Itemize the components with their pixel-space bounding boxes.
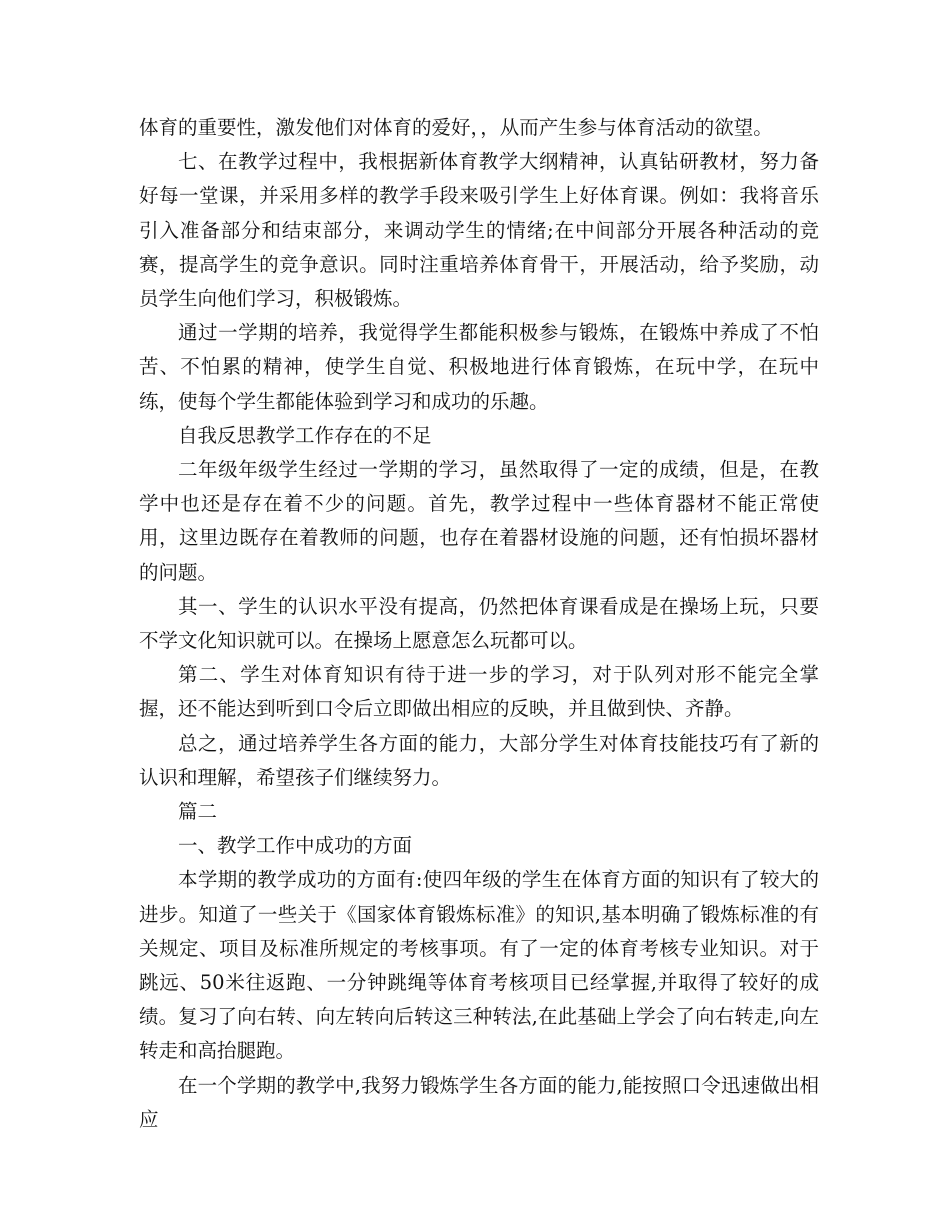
- paragraph-grade-two-problems: 二年级年级学生经过一学期的学习，虽然取得了一定的成绩，但是，在教学中也还是存在着不少的问题。首先，教学过程中一些体育器材不能正常使用，这里边既存在着教师的问题，也存在着器材设施的问题，还有怕损坏器材的问题。: [139, 458, 819, 584]
- heading-part-two: 篇二: [178, 800, 218, 824]
- paragraph-first-issue: 其一、学生的认识水平没有提高，仍然把体育课看成是在操场上玩，只要不学文化知识就可以。在操场上愿意怎么玩都可以。: [139, 594, 819, 653]
- paragraph-ability-training: 在一个学期的教学中,我努力锻炼学生各方面的能力,能按照口令迅速做出相应: [139, 1073, 819, 1131]
- document-body: [139, 111, 819, 1137]
- paragraph-section-seven: 七、在教学过程中，我根据新体育教学大纲精神，认真钻研教材，努力备好每一堂课，并采用多样的教学手段来吸引学生上好体育课。例如：我将音乐引入准备部分和结束部分，来调动学生的情绪;在中间部分开展各种活动的竞赛，提高学生的竞争意识。同时注重培养体育骨干，开展活动，给予奖励，动员学生向他们学习，积极锻炼。: [139, 150, 819, 311]
- paragraph-continuation: 体育的重要性，激发他们对体育的爱好，，从而产生参与体育活动的欲望。: [139, 116, 773, 139]
- heading-shortcomings: 自我反思教学工作存在的不足: [178, 423, 432, 447]
- paragraph-training-results: 通过一学期的培养，我觉得学生都能积极参与锻炼，在锻炼中养成了不怕苦、不怕累的精神，使学生自觉、积极地进行体育锻炼，在玩中学，在玩中练，使每个学生都能体验到学习和成功的乐趣。: [139, 321, 819, 413]
- paragraph-conclusion: 总之，通过培养学生各方面的能力，大部分学生对体育技能技巧有了新的认识和理解，希望孩子们继续努力。: [139, 731, 819, 789]
- paragraph-second-issue: 第二、学生对体育知识有待于进一步的学习，对于队列对形不能完全掌握，还不能达到听到口令后立即做出相应的反映，并且做到快、齐静。: [139, 663, 819, 721]
- heading-success-aspects: 一、教学工作中成功的方面: [178, 834, 413, 858]
- paragraph-semester-success: 本学期的教学成功的方面有:使四年级的学生在体育方面的知识有了较大的进步。知道了一些关于《国家体育锻炼标准》的知识,基本明确了锻炼标准的有关规定、项目及标准所规定的考核事项。有了一定的体育考核专业知识。对于跳远、50米往返跑、一分钟跳绳等体育考核项目已经掌握,并取得了较好的成绩。复习了向右转、向左转向后转这三种转法,在此基础上学会了向右转走,向左转走和高抬腿跑。: [139, 868, 819, 1063]
